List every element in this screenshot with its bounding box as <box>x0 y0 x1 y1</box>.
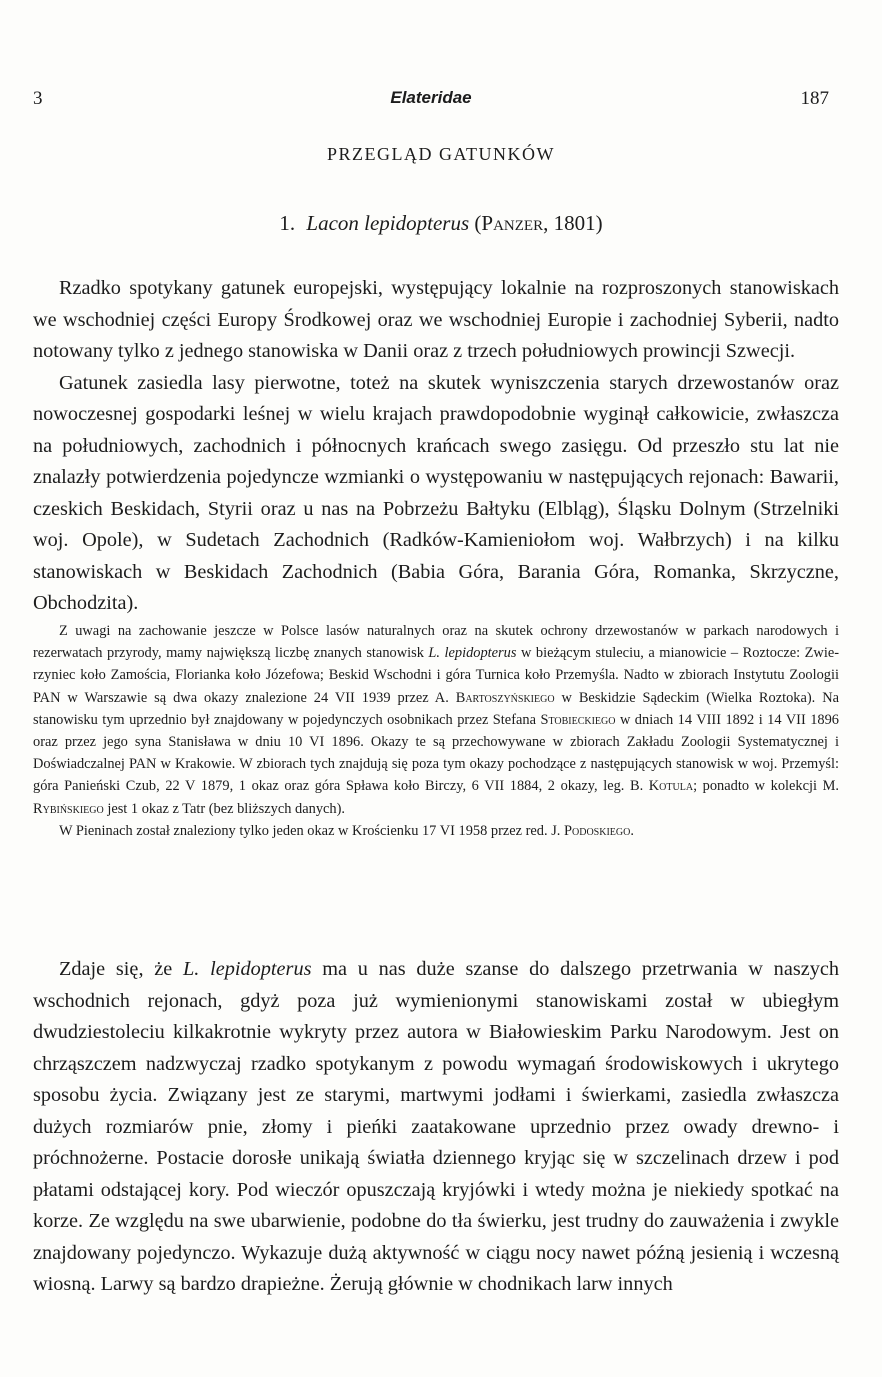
paragraph-biology: Zdaje się, że L. lepidopterus ma u nas duże szanse do dalszego przetrwania w naszych wschodnich rejonach, gdyż poza już wymienionymi stanowiskami został w ubiegłym dwudziestoleciu kilkakrotnie wykryty przez autora w Białowieskim Parku Narodowym. Jest on chrząszczem nadzwyczaj rzadko spotykanym z powodu wymagań środowiskowych i ukrytego sposobu życia. Związany jest ze starymi, martwymi jodłami i świerkami, zasiedla zwłaszcza dużych rozmiarów pnie, złomy i pieńki zaatakowane uprzednio przez owady drewno- i próchnożerne. Postacie dorosłe unikają światła dziennego kryjąc się w szczelinach drzew i pod płatami odstającej kory. Pod wieczór opuszczają kryjówki i wtedy można je niekiedy spotkać na korze. Ze względu na swe ubarwienie, podobne do tła świerku, jest trudny do zauważenia i zwykle znajdowany pojedynczo. Wykazuje dużą aktywność w ciągu nocy nawet późną jesienią i wczesną wiosną. Larwy są bardzo drapieżne. Żerują głównie w chodnikach larw innych <box>33 958 839 1295</box>
page-number: 187 <box>800 88 829 109</box>
header-family-title: Elateridae <box>390 88 472 107</box>
paragraph-pieniny-record: W Pieninach został znaleziony tylko jeden okaz w Krościenku 17 VI 1958 przez red. J. Podoskiego. <box>59 822 634 839</box>
main-text-block <box>33 273 839 620</box>
continuation-text-block <box>33 954 839 1301</box>
section-title: PRZEGLĄD GATUNKÓW <box>327 144 555 164</box>
running-header <box>33 88 829 116</box>
species-number: 1. <box>279 211 296 235</box>
species-open-paren: ( <box>474 211 482 235</box>
paragraph-habitat: Gatunek zasiedla lasy pierwotne, toteż na skutek wyniszczenia starych drzewostanów oraz nowoczesnej gospodarki leśnej w wielu krajach prawdopodobnie wyginął całkowicie, zwłaszcza na południowych, zachodnich i północnych krańcach swego zasięgu. Od przeszło stu lat nie znalazły potwierdzenia pojedyncze wzmianki o występowaniu w następujących rejonach: Bawarii, czeskich Beskidach, Styrii oraz u nas na Pobrzeżu Bałtyku (Elbląg), Śląsku Dolnym (Strzelniki woj. Opole), w Sudetach Zachodnich (Radków-Kamieniołom woj. Wałbrzych) i na kilku stanowiskach w Beskidach Zachodnich (Babia Góra, Barania Góra, Romanka, Skrzyczne, Obchodzita). <box>33 371 839 614</box>
small-print-block <box>33 620 839 842</box>
species-heading <box>0 211 882 236</box>
species-year: , 1801) <box>543 211 603 235</box>
paragraph-distribution: Rzadko spotykany gatunek europejski, występujący lokalnie na rozproszonych stanowiskach we wschodniej części Europy Środkowej oraz we wschodniej Europie i zachodniej Syberii, nadto notowany tylko z jednego stanowiska w Danii oraz z trzech południowych prowincji Szwecji. <box>33 277 839 362</box>
species-author: Panzer <box>481 211 544 235</box>
header-left-number: 3 <box>33 88 43 109</box>
species-name: Lacon lepidopterus <box>306 211 470 235</box>
paragraph-polish-records: Z uwagi na zachowanie jeszcze w Polsce lasów naturalnych oraz na skutek ochrony drzewostanów w parkach narodowych i rezerwatach przyrody, mamy największą liczbę znanych stanowisk L. lepidopterus w bieżącym stuleciu, a mianowicie – Roztocze: Zwierzyniec koło Zamościa, Florianka koło Józefowa; Beskid Wschodni i góra Turnica koło Przemyśla. Nadto w zbiorach Instytutu Zoologii PAN w Warszawie są dwa okazy znalezione 24 VII 1939 przez A. Bartoszyńskiego w Beskidzie Sądeckim (Wielka Roztoka). Na stanowisku tym uprzednio był znajdowany w pojedynczych osobnikach przez Stefana Stobieckiego w dniach 14 VIII 1892 i 14 VII 1896 oraz przez jego syna Stanisława w dniu 10 VI 1896. Okazy te są przechowywane w zbiorach Zakładu Zoologii Systematycznej i Doświadczalnej PAN w Krakowie. W zbiorach tych znajdują się poza tym okazy pochodzące z następujących stanowisk w woj. Przemyśl: góra Panieński Czub, 22 V 1879, 1 okaz oraz góra Spława koło Birczy, 6 VII 1884, 2 okazy, leg. B. Kotula; ponadto w kolekcji M. Rybińskiego jest 1 okaz z Tatr (bez bliższych danych). <box>33 623 840 817</box>
